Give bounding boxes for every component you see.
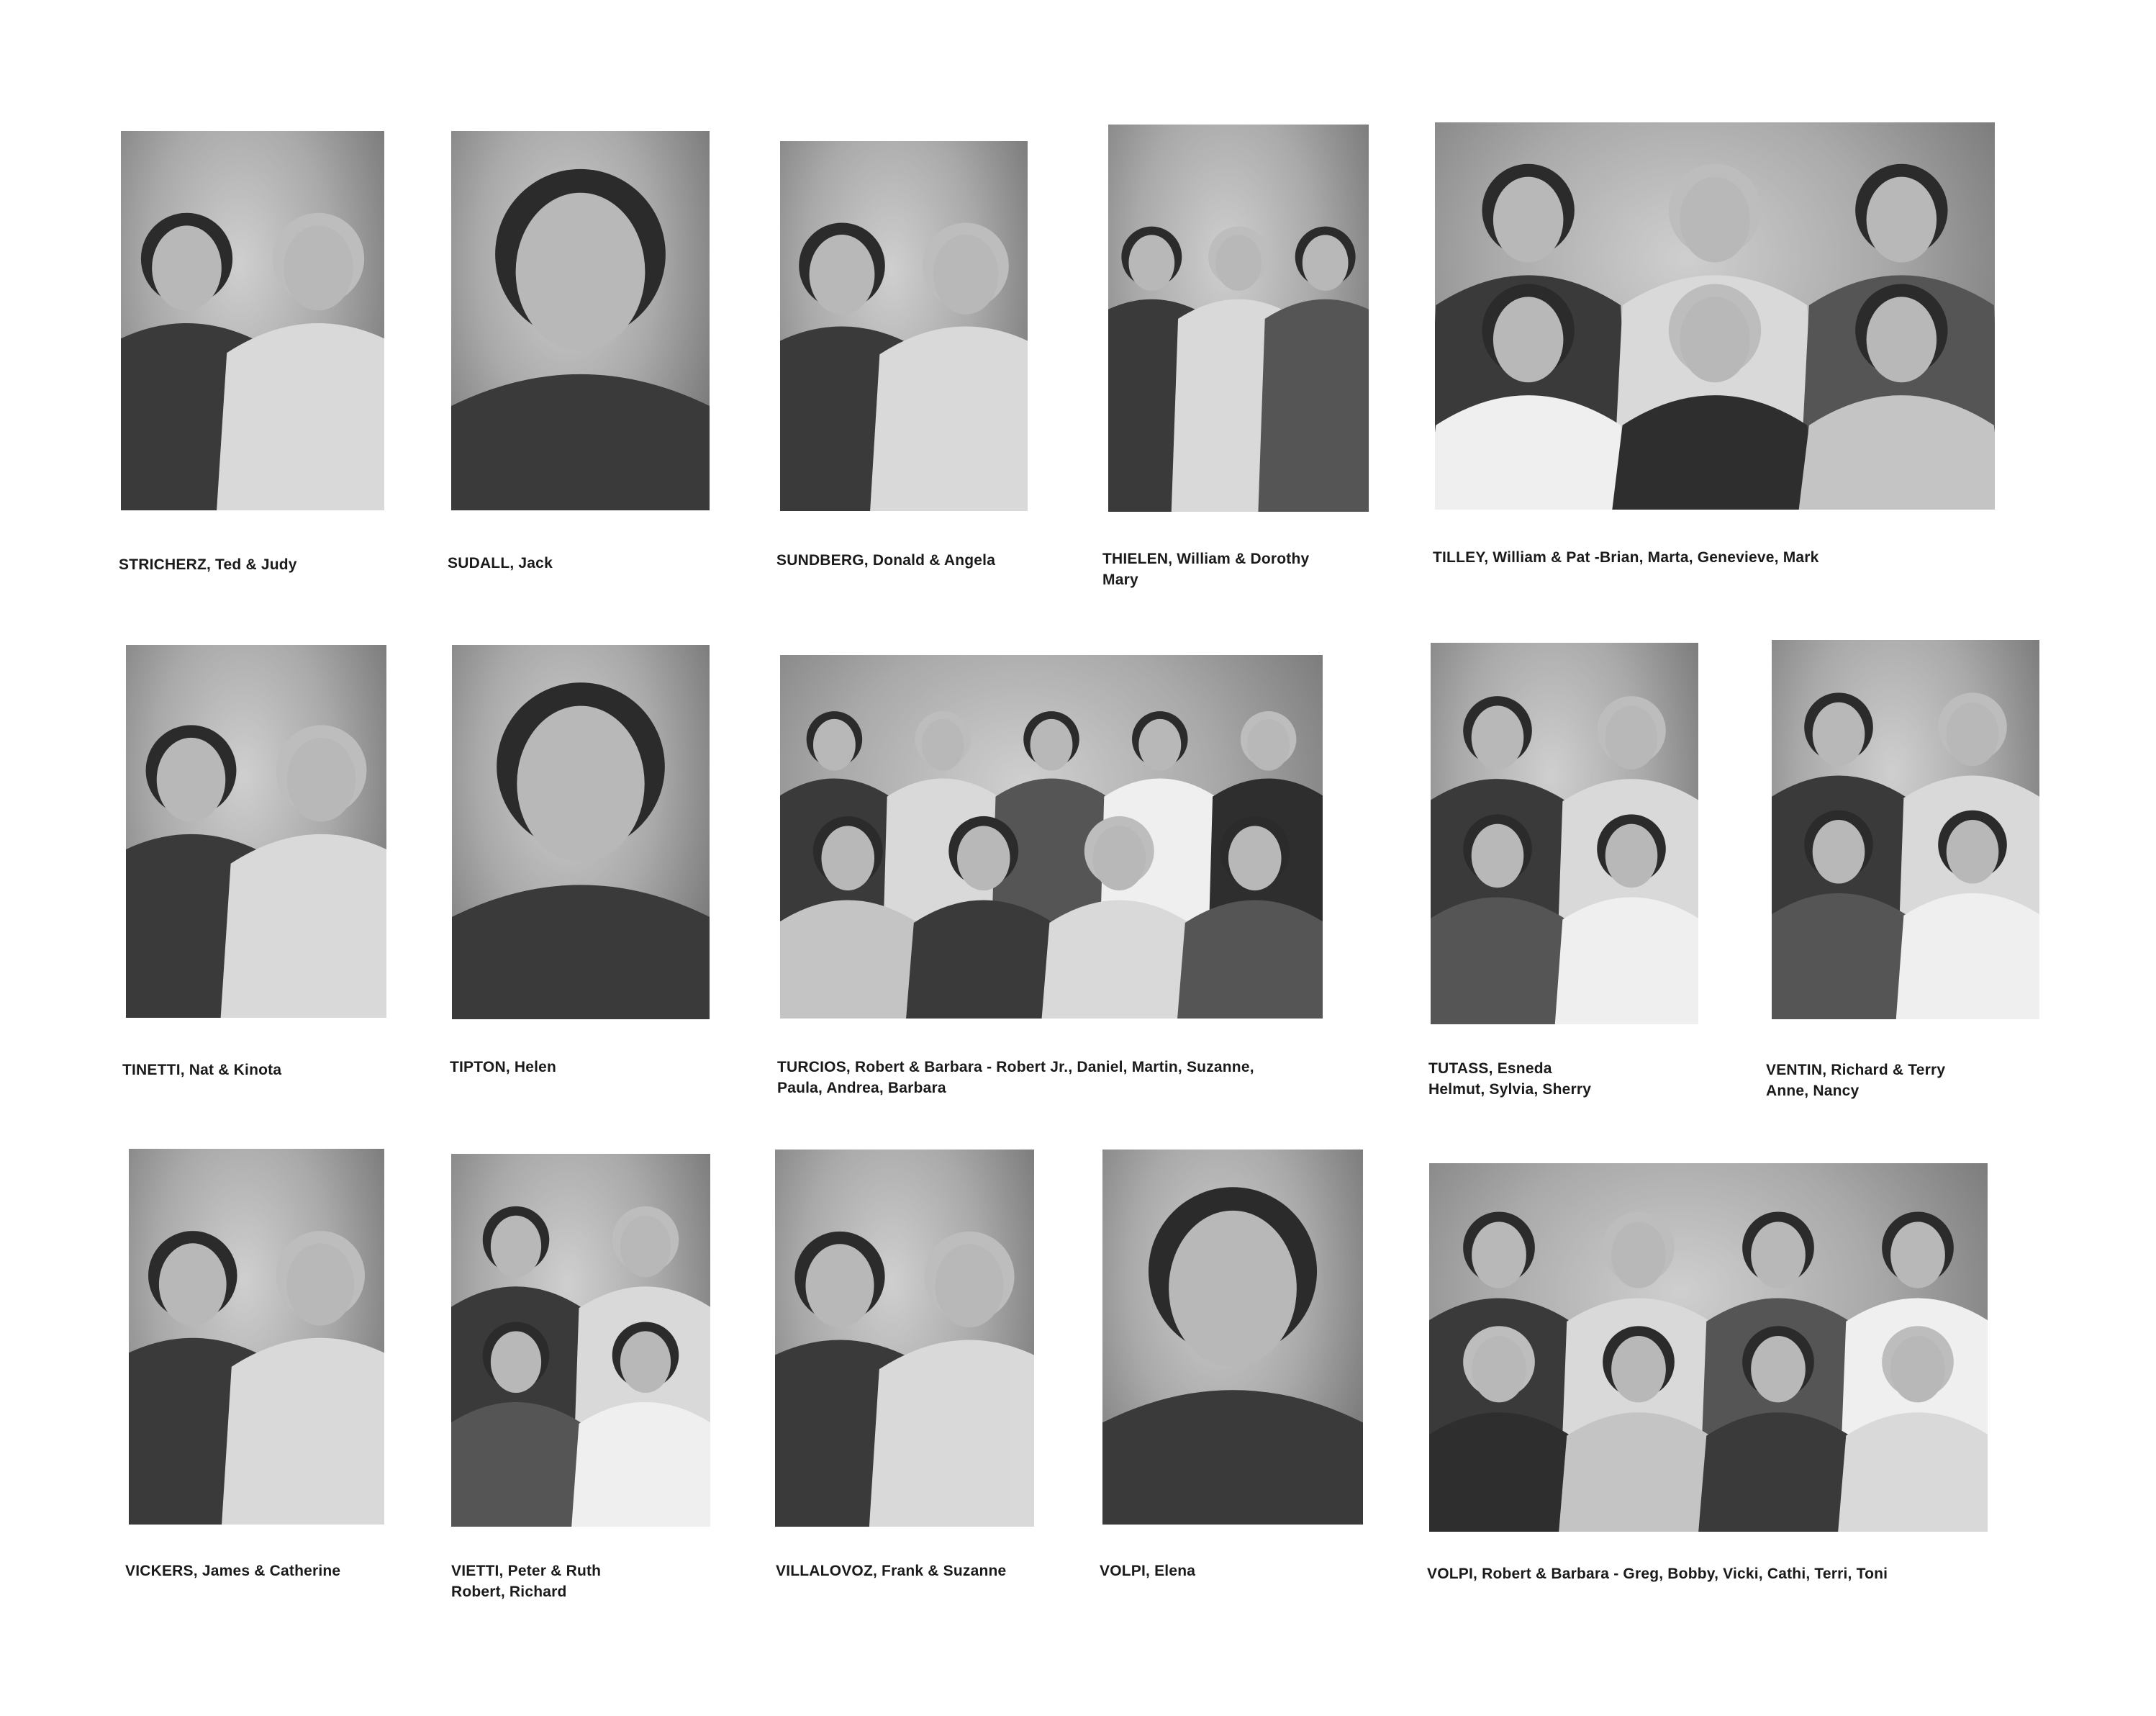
person-body: [571, 1402, 710, 1527]
person-face: [1813, 703, 1865, 767]
portrait-figures: [121, 131, 384, 510]
family-photo: [121, 131, 384, 510]
person-face: [1303, 235, 1349, 291]
person-face: [1031, 719, 1073, 771]
caption-line: Anne, Nancy: [1766, 1083, 1860, 1099]
person-face: [286, 1243, 354, 1325]
person-body: [780, 900, 925, 1019]
family-photo: [129, 1149, 384, 1525]
person-body: [1258, 299, 1369, 512]
family-photo: [1435, 122, 1995, 510]
entry-caption: [1766, 1060, 1945, 1101]
caption-line: VENTIN, Richard & Terry: [1766, 1062, 1946, 1078]
person-face: [287, 738, 356, 822]
family-photo: [1102, 1150, 1363, 1525]
entry-caption: [776, 550, 995, 571]
portrait-figures: [451, 1154, 710, 1527]
person-face: [620, 1331, 671, 1393]
family-photo: [1431, 643, 1698, 1024]
person-face: [1128, 235, 1174, 291]
person-face: [1813, 820, 1865, 884]
caption-line: Mary: [1102, 572, 1138, 588]
person-face: [1751, 1221, 1806, 1288]
person-face: [1247, 719, 1290, 771]
caption-line: Paula, Andrea, Barbara: [777, 1080, 946, 1096]
person-face: [1169, 1211, 1297, 1367]
person-face: [1680, 177, 1749, 263]
person-face: [1138, 719, 1181, 771]
person-body: [1698, 1412, 1858, 1532]
person-face: [922, 719, 964, 771]
family-photo: [451, 1154, 710, 1527]
person-face: [821, 826, 874, 890]
person-body: [869, 1340, 1034, 1527]
person-face: [957, 826, 1010, 890]
person-body: [1177, 900, 1323, 1019]
family-photo: [1429, 1163, 1988, 1532]
family-photo: [451, 131, 710, 510]
person-face: [813, 719, 856, 771]
person-face: [935, 1244, 1003, 1327]
caption-line: STRICHERZ, Ted & Judy: [119, 556, 297, 573]
person-face: [620, 1216, 671, 1278]
person-body: [1102, 1390, 1363, 1525]
person-face: [1867, 177, 1937, 263]
caption-line: VICKERS, James & Catherine: [125, 1563, 341, 1579]
portrait-figures: [1108, 125, 1369, 512]
portrait-figures: [1435, 122, 1995, 510]
family-photo: [452, 645, 710, 1019]
person-face: [810, 235, 875, 315]
person-body: [1431, 897, 1574, 1024]
portrait-figures: [129, 1149, 384, 1525]
caption-line: THIELEN, William & Dorothy: [1102, 551, 1310, 567]
person-body: [1838, 1412, 1988, 1532]
person-face: [517, 706, 644, 862]
person-face: [1751, 1336, 1806, 1402]
entry-caption: [119, 554, 297, 575]
person-face: [516, 193, 646, 351]
person-body: [452, 885, 710, 1019]
caption-line: VOLPI, Elena: [1100, 1563, 1196, 1579]
caption-line: TURCIOS, Robert & Barbara - Robert Jr., Daniel, Martin, Suzanne,: [777, 1059, 1254, 1075]
caption-line: SUDALL, Jack: [448, 555, 553, 572]
person-face: [1611, 1221, 1666, 1288]
entry-caption: [1428, 1058, 1591, 1100]
person-face: [1472, 1336, 1526, 1402]
person-face: [1215, 235, 1262, 291]
caption-line: SUNDBERG, Donald & Angela: [776, 552, 996, 569]
person-face: [1867, 297, 1937, 382]
family-photo: [780, 655, 1323, 1019]
person-body: [451, 374, 710, 510]
entry-caption: [776, 1561, 1006, 1581]
person-face: [1228, 826, 1282, 890]
person-body: [870, 326, 1028, 511]
person-face: [1890, 1221, 1945, 1288]
entry-caption: [777, 1057, 1254, 1098]
entry-caption: [448, 553, 553, 574]
person-body: [221, 834, 386, 1018]
portrait-figures: [1772, 640, 2039, 1019]
caption-line: TUTASS, Esneda: [1428, 1060, 1552, 1077]
portrait-figures: [775, 1150, 1034, 1527]
portrait-figures: [451, 131, 710, 510]
portrait-figures: [780, 141, 1028, 511]
person-face: [1890, 1336, 1945, 1402]
person-face: [1493, 297, 1563, 382]
person-face: [1947, 703, 1999, 767]
family-photo: [780, 141, 1028, 511]
person-body: [217, 323, 384, 510]
portrait-figures: [1431, 643, 1698, 1024]
entry-caption: [122, 1060, 281, 1080]
person-face: [933, 235, 999, 315]
person-body: [1555, 897, 1698, 1024]
caption-line: VIETTI, Peter & Ruth: [451, 1563, 602, 1579]
person-face: [1092, 826, 1146, 890]
entry-caption: [1100, 1561, 1195, 1581]
person-body: [1559, 1412, 1718, 1532]
person-body: [906, 900, 1061, 1019]
person-body: [1042, 900, 1197, 1019]
portrait-figures: [126, 645, 386, 1018]
portrait-figures: [1429, 1163, 1988, 1532]
person-body: [451, 1402, 590, 1527]
person-face: [491, 1216, 541, 1278]
person-face: [1605, 705, 1658, 769]
person-face: [1605, 824, 1658, 888]
portrait-figures: [780, 655, 1323, 1019]
entry-caption: [451, 1561, 601, 1602]
person-face: [152, 225, 222, 310]
family-photo: [775, 1150, 1034, 1527]
person-face: [157, 738, 226, 822]
person-body: [1772, 893, 1915, 1019]
person-body: [1896, 893, 2039, 1019]
caption-line: TIPTON, Helen: [450, 1059, 557, 1075]
entry-caption: [1102, 548, 1309, 590]
caption-line: Helmut, Sylvia, Sherry: [1428, 1081, 1592, 1098]
caption-line: VOLPI, Robert & Barbara - Greg, Bobby, Vicki, Cathi, Terri, Toni: [1427, 1566, 1888, 1582]
person-body: [222, 1338, 384, 1525]
person-body: [1429, 1412, 1579, 1532]
entry-caption: [450, 1057, 556, 1078]
person-face: [1611, 1336, 1666, 1402]
person-face: [1493, 177, 1563, 263]
person-face: [1472, 824, 1524, 888]
person-face: [1680, 297, 1749, 382]
family-photo: [126, 645, 386, 1018]
caption-line: TINETTI, Nat & Kinota: [122, 1062, 282, 1078]
person-face: [159, 1243, 227, 1325]
person-face: [805, 1244, 874, 1327]
caption-line: Robert, Richard: [451, 1584, 567, 1600]
caption-line: TILLEY, William & Pat -Brian, Marta, Genevieve, Mark: [1433, 549, 1819, 566]
person-face: [1947, 820, 1999, 884]
person-face: [284, 225, 353, 310]
person-face: [491, 1331, 541, 1393]
entry-caption: [1433, 547, 1819, 568]
family-photo: [1108, 125, 1369, 512]
portrait-figures: [452, 645, 710, 1019]
person-face: [1472, 1221, 1526, 1288]
person-face: [1472, 705, 1524, 769]
caption-line: VILLALOVOZ, Frank & Suzanne: [776, 1563, 1007, 1579]
entry-caption: [125, 1561, 340, 1581]
entry-caption: [1427, 1563, 1888, 1584]
portrait-figures: [1102, 1150, 1363, 1525]
family-photo: [1772, 640, 2039, 1019]
